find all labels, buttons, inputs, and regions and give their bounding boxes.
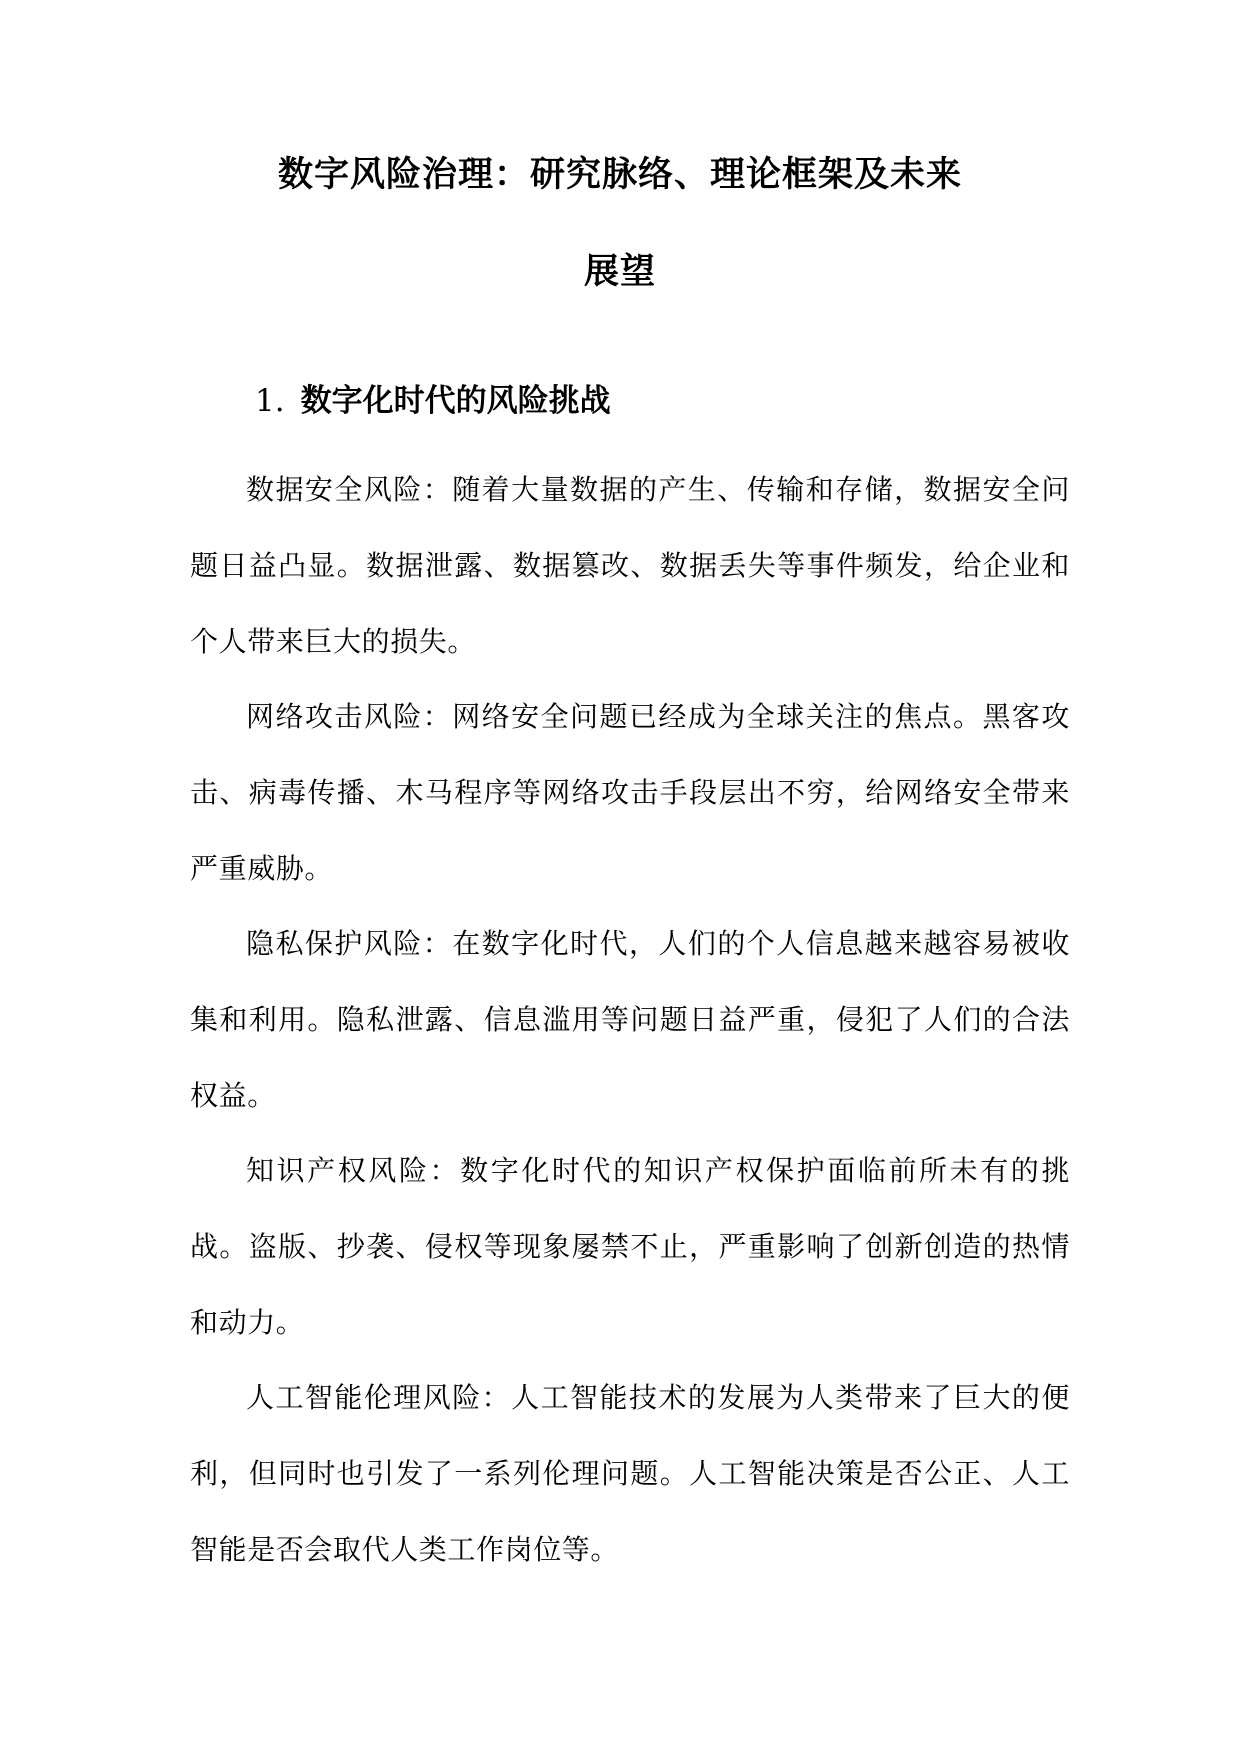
- paragraph-privacy-protection: 隐私保护风险：在数字化时代，人们的个人信息越来越容易被收集和利用。隐私泄露、信息滥用等问题日益严重，侵犯了人们的合法权益。: [190, 927, 1070, 1112]
- paragraph-network-attack: 网络攻击风险：网络安全问题已经成为全球关注的焦点。黑客攻击、病毒传播、木马程序等网络攻击手段层出不穷，给网络安全带来严重威胁。: [190, 700, 1070, 885]
- paragraph-intellectual-property: 知识产权风险：数字化时代的知识产权保护面临前所未有的挑战。盗版、抄袭、侵权等现象屡禁不止，严重影响了创新创造的热情和动力。: [190, 1154, 1070, 1339]
- paragraph-data-security: 数据安全风险：随着大量数据的产生、传输和存储，数据安全问题日益凸显。数据泄露、数据篡改、数据丢失等事件频发，给企业和个人带来巨大的损失。: [190, 473, 1070, 658]
- paragraph-ai-ethics: 人工智能伦理风险：人工智能技术的发展为人类带来了巨大的便利，但同时也引发了一系列伦理问题。人工智能决策是否公正、人工智能是否会取代人类工作岗位等。: [190, 1381, 1070, 1566]
- section-heading: [255, 381, 611, 421]
- document-title-line-1: 数字风险治理：研究脉络、理论框架及未来: [277, 154, 962, 195]
- section-number: 1.: [255, 383, 285, 419]
- section-heading-text: 数字化时代的风险挑战: [300, 383, 611, 419]
- document-title-line-2: 展望: [583, 251, 656, 292]
